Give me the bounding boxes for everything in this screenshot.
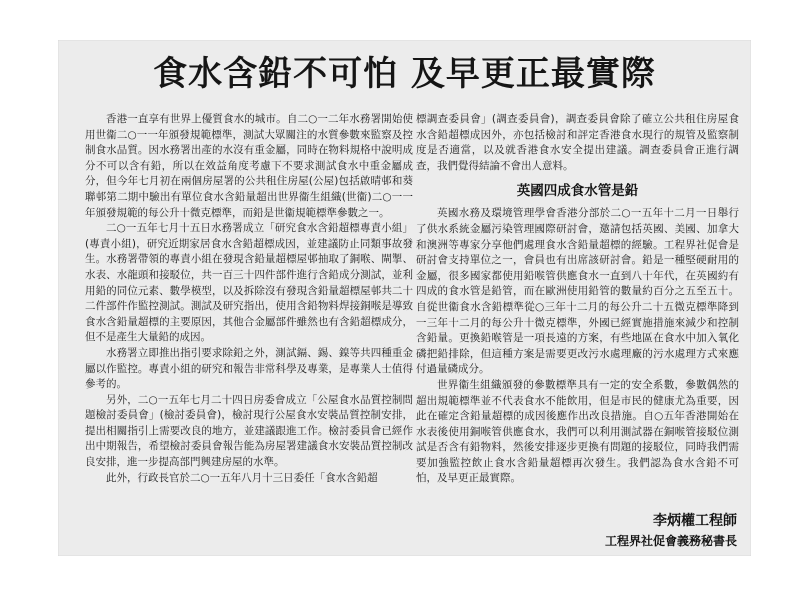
paragraph: 英國水務及環境管理學會香港分部於二○一五年十二月一日舉行了供水系統金屬污染管理國際研討會，邀請包括英國、美國、加拿大和澳洲等專家分享他們處理食水含鉛量超標的經驗。工程界社促會是研討會支持單位之一，會員也有出席該研討會。鉛是一種堅硬耐用的金屬，很多國家都使用鉛喉管供應食水一直到八十年代，在英國約有四成的食水管是鉛管，而在歐洲使用鉛管的數量約百分之五至五十。自從世衞食水含鉛標準從○三年十二月的每公升二十五微克標準降到一三年十二月的每公升十微克標準，外國已經實施措施來減少和控制含鉛量。更換鉛喉管是一項長遠的方案，有些地區在食水中加入氧化磷把鉛排除，但這種方案是需要更改污水處理廠的污水處理方式來應付過量磷成分。: [416, 207, 739, 376]
paragraph: 此外，行政長官於二○一五年八月十三日委任「食水含鉛超: [106, 471, 378, 484]
paragraph: 世界衞生組織頒發的參數標準具有一定的安全系數，參數偶然的超出規範標準並不代表食水不能飲用，但是市民的健康尤為重要，因此在確定含鉛量超標的成因後應作出改良措施。自○五年香港開始在水表後使用銅喉管供應食水，我們可以利用測試器在銅喉管接駁位測試是否含有鉛物料，然後安排逐步更換有問題的接駁位，同時我們需要加強監控飲止食水含鉛量超標再次發生。我們認為食水含鉛不可怕，及早更正最實際。: [416, 378, 739, 485]
author-title: 工程界社促會義務秘書長: [604, 534, 737, 548]
paragraph: 標調查委員會」(調查委員會)，調查委員會除了確立公共租住房屋食水含鉛超標成因外，亦包括檢討和評定香港食水現行的規管及監察制度是否適當，以及就香港食水安全提出建議。調查委員會正進行調查，我們覺得結論不會出人意料。: [416, 113, 739, 172]
right-column: [416, 112, 739, 487]
subheading: 英國四成食水管是鉛: [516, 183, 639, 200]
paragraph: 香港一直享有世界上優質食水的城市。自二○一二年水務署開始使用世衞二○一一年頒發規範標準，測試大眾關注的水質參數來監察及控制食水品質。因水務署出產的水沒有重金屬，同時在物料規格中說明成分不可以含有鉛，所以在效益角度考慮下不要求測試食水中重金屬成分，但今年七月初在兩個房屋署的公共租住房屋(公屋)包括啟晴邨和葵聯邨第二期中驗出有單位食水含鉛量超出世界衞生組織(世衞)二○一一年頒發規範的每公升十微克標準，而鉛是世衞規範標準參數之一。: [85, 113, 413, 219]
author-name: 李炳權工程師: [653, 513, 737, 529]
newspaper-clipping: [58, 40, 751, 556]
paragraph: 水務署立即推出指引要求除鉛之外，測試鎘、錫、鎳等共四種重金屬以作監控。專責小組的研究和報告非常科學及專業，是專業人士值得參考的。: [85, 346, 413, 391]
paragraph: 二○一五年七月十五日水務署成立「研究食水含鉛超標專責小組」(專責小組)，研究近期家居食水含鉛超標成因，並建議防止同類事故發生。水務署帶領的專責小組在發現含鉛量超標屋邨抽取了銅喉、閘掣、水表、水龍頭和接駁位，共一百三十四件部件進行含鉛成分測試，並利用鉛的同位元素、數學模型，以及拆除沒有發現含鉛量超標屋邨共二十二件部件作監控測試。測試及研究指出，使用含鉛物料焊接銅喉是導致食水含鉛量超標的主要原因，其他合金屬部件雖然也有含鉛超標成分，但不是產生大量鉛的成因。: [85, 222, 413, 344]
paragraph: 另外，二○一五年七月二十四日房委會成立「公屋食水品質控制問題檢討委員會」(檢討委員會)，檢討現行公屋食水安裝品質控制安排，提出相關指引上需要改良的地方，並建議跟進工作。檢討委員會已經作出中期報告，希望檢討委員會報告能為房屋署建議食水安裝品質控制改良安排，進一步提高部門興建房屋的水準。: [85, 393, 413, 469]
headline: 食水含鉛不可怕 及早更正最實際: [153, 54, 656, 94]
left-column: [85, 112, 413, 548]
